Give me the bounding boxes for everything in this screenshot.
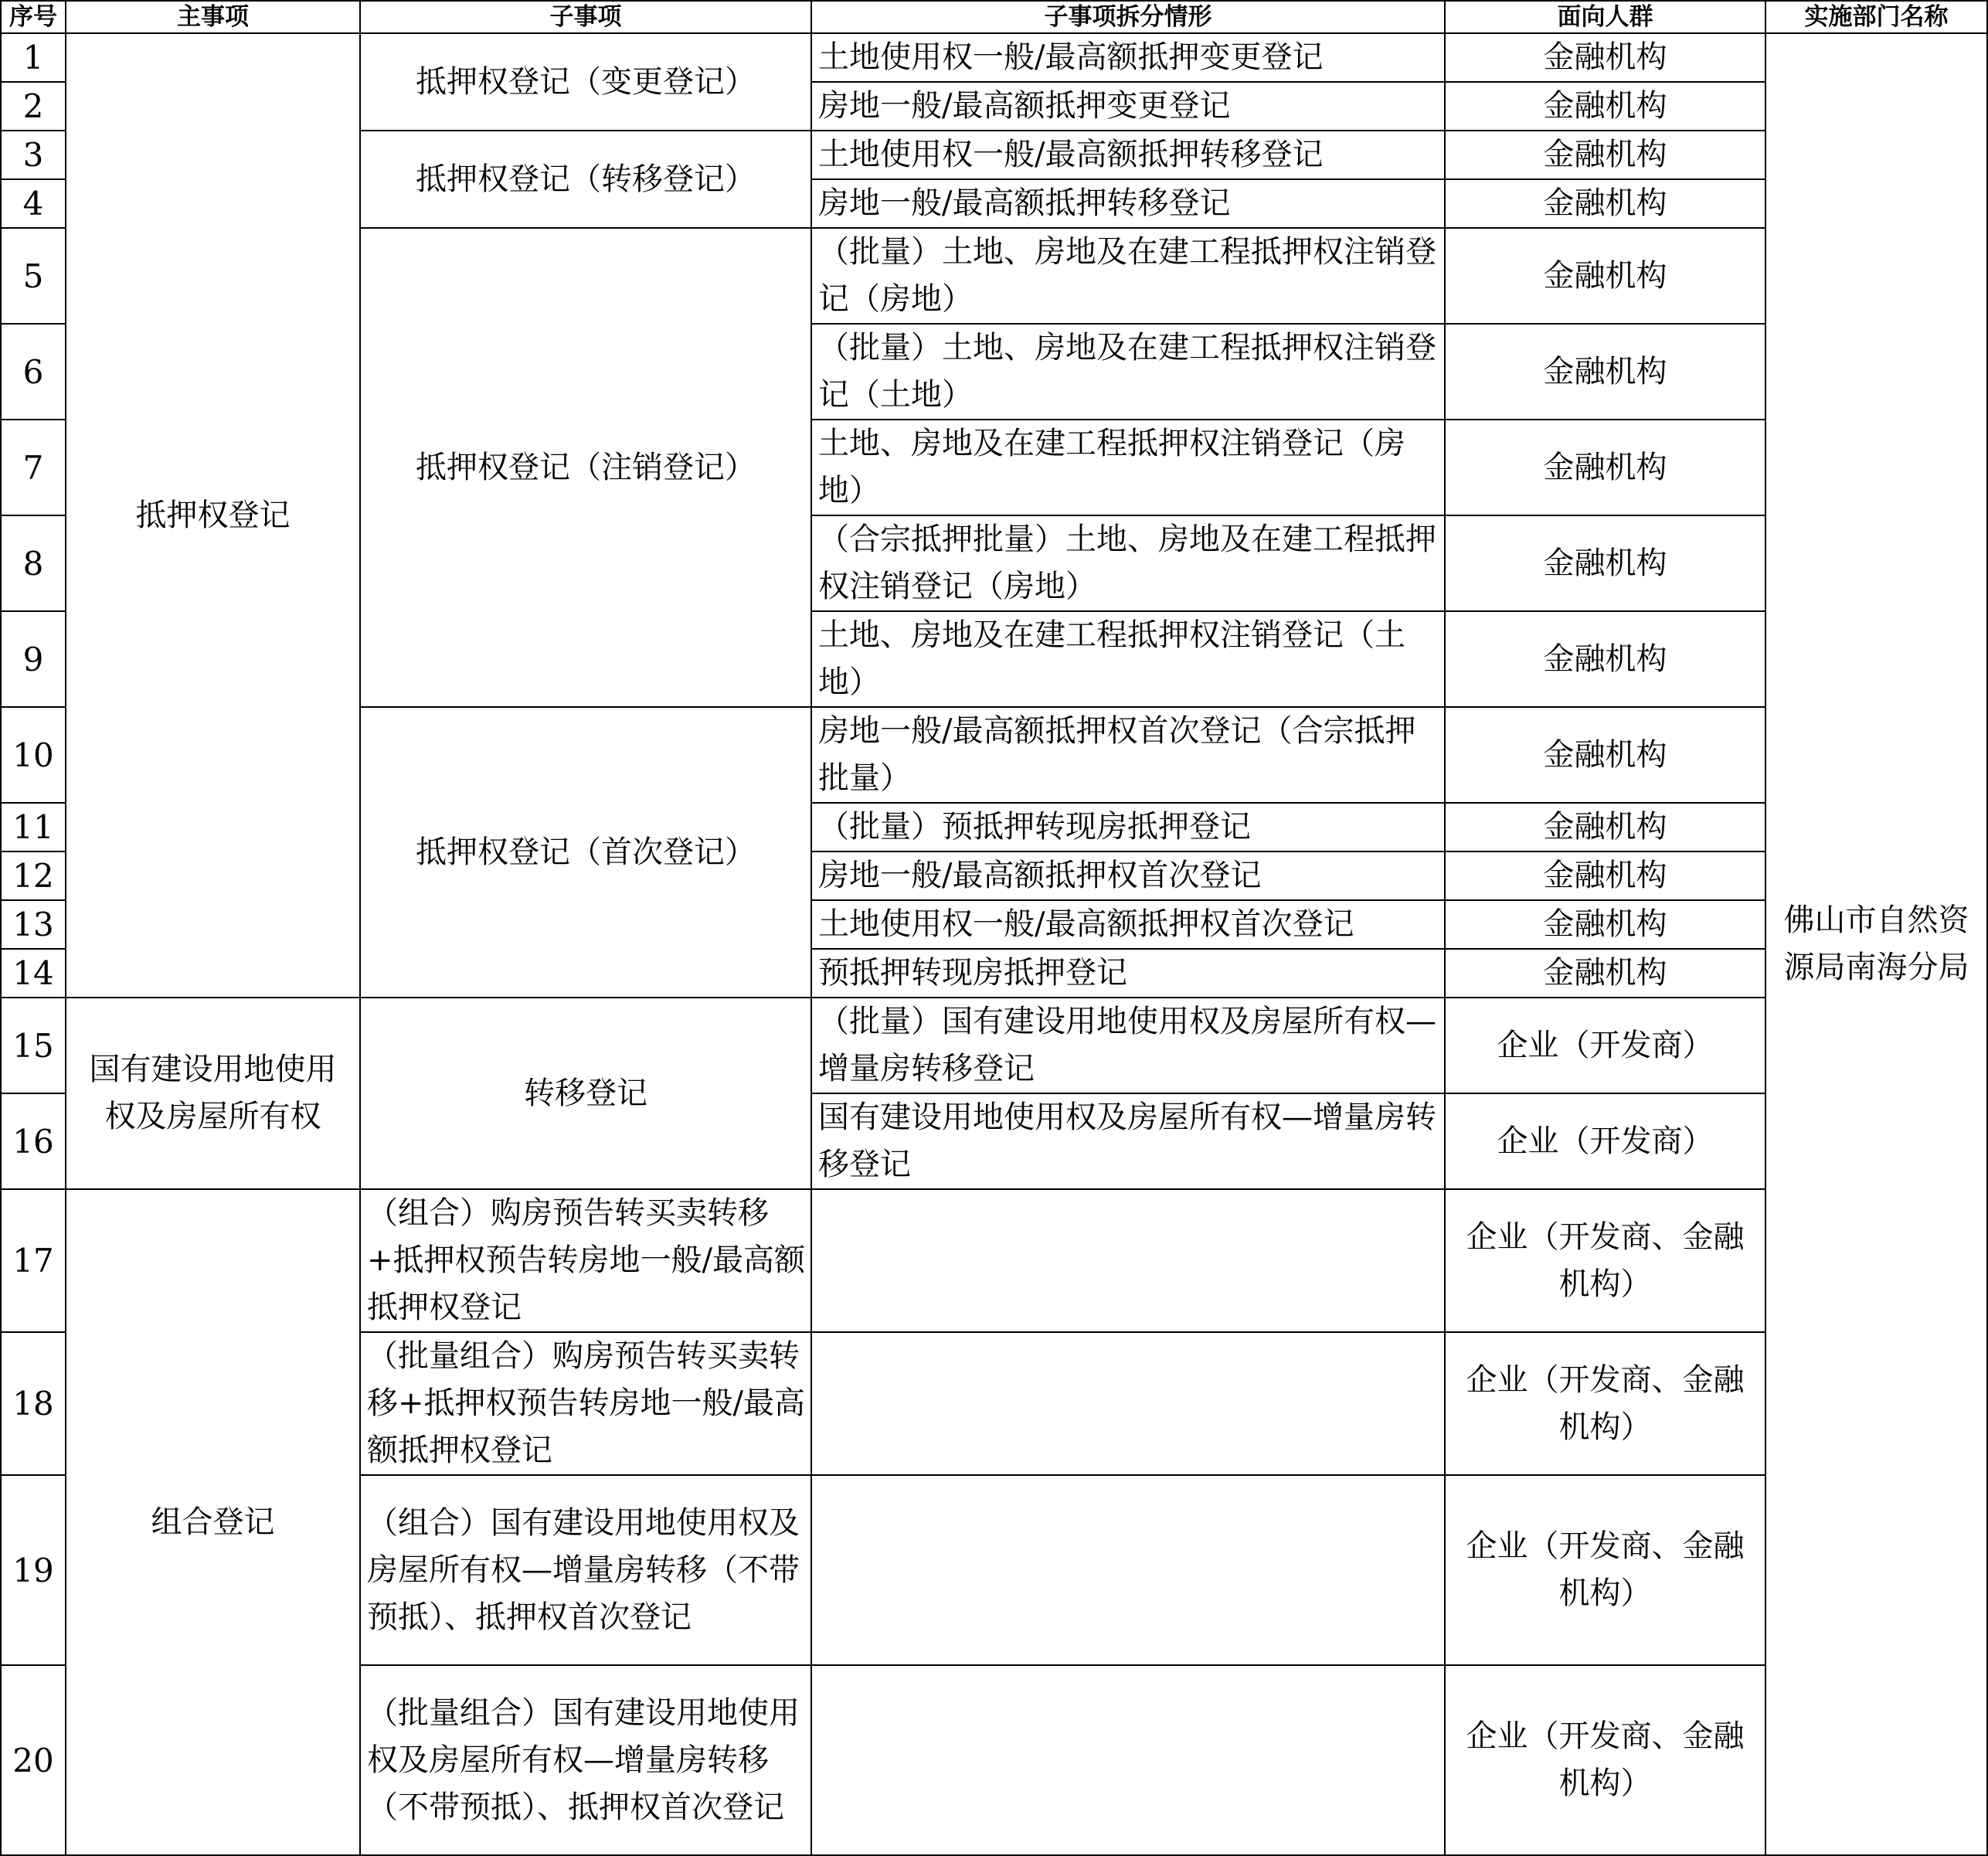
- audience-cell: 金融机构: [1445, 707, 1765, 803]
- table-row: [1, 33, 1987, 82]
- sub-item-case: 房地一般/最高额抵押权首次登记（合宗抵押批量）: [811, 707, 1445, 803]
- sub-item-cell: 抵押权登记（转移登记）: [360, 131, 811, 228]
- audience-cell: 金融机构: [1445, 228, 1765, 324]
- row-serial: 8: [1, 515, 66, 611]
- audience-cell: 金融机构: [1445, 420, 1765, 515]
- row-serial: 6: [1, 324, 66, 420]
- sub-item-case: （批量）土地、房地及在建工程抵押权注销登记（房地）: [811, 228, 1445, 324]
- sub-item-case: 土地、房地及在建工程抵押权注销登记（土地）: [811, 611, 1445, 707]
- sub-item-cell: 抵押权登记（注销登记）: [360, 228, 811, 707]
- row-serial: 10: [1, 707, 66, 803]
- sub-item-case: 土地使用权一般/最高额抵押转移登记: [811, 131, 1445, 179]
- sub-item-case: 房地一般/最高额抵押权首次登记: [811, 852, 1445, 900]
- row-serial: 15: [1, 998, 66, 1093]
- row-serial: 13: [1, 900, 66, 949]
- sub-item-case: [811, 1665, 1445, 1855]
- sub-item-case: 国有建设用地使用权及房屋所有权—增量房转移登记: [811, 1093, 1445, 1189]
- table-row: [1, 1189, 1987, 1332]
- sub-item-case: 房地一般/最高额抵押转移登记: [811, 179, 1445, 228]
- audience-cell: 金融机构: [1445, 82, 1765, 131]
- header-department: 实施部门名称: [1765, 1, 1987, 33]
- row-serial: 3: [1, 131, 66, 179]
- audience-cell: 金融机构: [1445, 611, 1765, 707]
- audience-cell: 金融机构: [1445, 324, 1765, 420]
- sub-item-case: （批量）国有建设用地使用权及房屋所有权—增量房转移登记: [811, 998, 1445, 1093]
- row-serial: 4: [1, 179, 66, 228]
- sub-item-case: [811, 1475, 1445, 1665]
- sub-item-case: 土地使用权一般/最高额抵押变更登记: [811, 33, 1445, 82]
- audience-cell: 金融机构: [1445, 852, 1765, 900]
- row-serial: 11: [1, 803, 66, 852]
- sub-item-cell: （批量组合）购房预告转买卖转移+抵押权预告转房地一般/最高额抵押权登记: [360, 1332, 811, 1475]
- row-serial: 17: [1, 1189, 66, 1332]
- row-serial: 12: [1, 852, 66, 900]
- audience-cell: 金融机构: [1445, 33, 1765, 82]
- audience-cell: 企业（开发商）: [1445, 998, 1765, 1093]
- sub-item-case: [811, 1189, 1445, 1332]
- row-serial: 9: [1, 611, 66, 707]
- sub-item-case: 土地使用权一般/最高额抵押权首次登记: [811, 900, 1445, 949]
- header-serial: 序号: [1, 1, 66, 33]
- row-serial: 5: [1, 228, 66, 324]
- audience-cell: 金融机构: [1445, 179, 1765, 228]
- row-serial: 16: [1, 1093, 66, 1189]
- audience-cell: 金融机构: [1445, 515, 1765, 611]
- header-row: [1, 1, 1987, 33]
- sub-item-case: 房地一般/最高额抵押变更登记: [811, 82, 1445, 131]
- main-item-cell: 国有建设用地使用权及房屋所有权: [66, 998, 360, 1189]
- sub-item-case: [811, 1332, 1445, 1475]
- audience-cell: 金融机构: [1445, 900, 1765, 949]
- header-audience: 面向人群: [1445, 1, 1765, 33]
- audience-cell: 金融机构: [1445, 131, 1765, 179]
- sub-item-case: 土地、房地及在建工程抵押权注销登记（房地）: [811, 420, 1445, 515]
- row-serial: 1: [1, 33, 66, 82]
- sub-item-case: （批量）预抵押转现房抵押登记: [811, 803, 1445, 852]
- audience-cell: 金融机构: [1445, 949, 1765, 998]
- audience-cell: 企业（开发商）: [1445, 1093, 1765, 1189]
- audience-cell: 企业（开发商、金融机构）: [1445, 1332, 1765, 1475]
- row-serial: 19: [1, 1475, 66, 1665]
- department-cell: 佛山市自然资源局南海分局: [1765, 33, 1987, 1855]
- row-serial: 18: [1, 1332, 66, 1475]
- audience-cell: 企业（开发商、金融机构）: [1445, 1665, 1765, 1855]
- header-sub-item-case: 子事项拆分情形: [811, 1, 1445, 33]
- row-serial: 7: [1, 420, 66, 515]
- row-serial: 2: [1, 82, 66, 131]
- sub-item-cell: （批量组合）国有建设用地使用权及房屋所有权—增量房转移（不带预抵）、抵押权首次登记: [360, 1665, 811, 1855]
- table-row: [1, 998, 1987, 1093]
- main-item-cell: 抵押权登记: [66, 33, 360, 998]
- sub-item-cell: （组合）购房预告转买卖转移+抵押权预告转房地一般/最高额抵押权登记: [360, 1189, 811, 1332]
- row-serial: 14: [1, 949, 66, 998]
- sub-item-cell: （组合）国有建设用地使用权及房屋所有权—增量房转移（不带预抵）、抵押权首次登记: [360, 1475, 811, 1665]
- sub-item-case: （批量）土地、房地及在建工程抵押权注销登记（土地）: [811, 324, 1445, 420]
- main-item-cell: 组合登记: [66, 1189, 360, 1855]
- sub-item-cell: 转移登记: [360, 998, 811, 1189]
- sub-item-case: （合宗抵押批量）土地、房地及在建工程抵押权注销登记（房地）: [811, 515, 1445, 611]
- audience-cell: 金融机构: [1445, 803, 1765, 852]
- audience-cell: 企业（开发商、金融机构）: [1445, 1475, 1765, 1665]
- header-sub-item: 子事项: [360, 1, 811, 33]
- header-main-item: 主事项: [66, 1, 360, 33]
- sub-item-case: 预抵押转现房抵押登记: [811, 949, 1445, 998]
- audience-cell: 企业（开发商、金融机构）: [1445, 1189, 1765, 1332]
- sub-item-cell: 抵押权登记（首次登记）: [360, 707, 811, 998]
- sub-item-cell: 抵押权登记（变更登记）: [360, 33, 811, 131]
- row-serial: 20: [1, 1665, 66, 1855]
